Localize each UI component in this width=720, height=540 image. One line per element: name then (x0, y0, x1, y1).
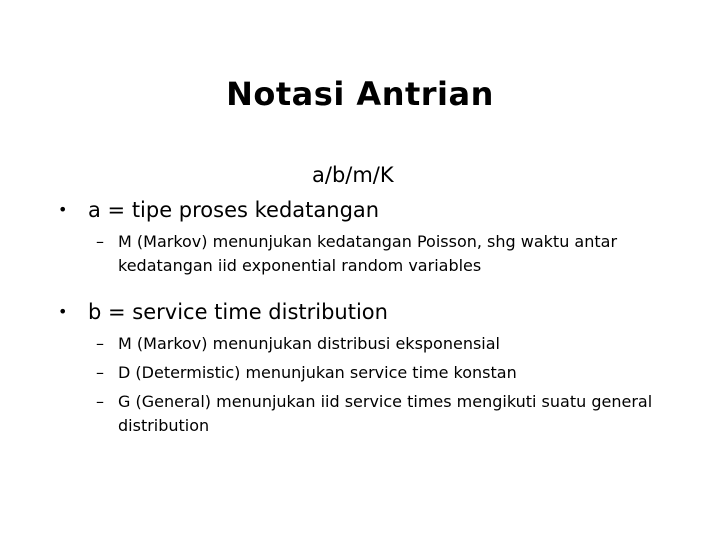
slide-title: Notasi Antrian (226, 75, 494, 113)
sub-text: M (Markov) menunjukan distribusi eksponensial (118, 334, 500, 353)
sub-text: M (Markov) menunjukan kedatangan Poisson, shg waktu antar kedatangan iid exponential random variables (118, 232, 618, 275)
sub-text: G (General) menunjukan iid service times mengikuti suatu general distribution (118, 392, 653, 435)
sub-item (96, 390, 676, 438)
sub-marker: – (96, 334, 104, 353)
sub-marker: – (96, 392, 104, 411)
bullet-text: a = tipe proses kedatangan (88, 198, 380, 222)
bullet-item-a (58, 195, 379, 225)
sub-item (96, 230, 676, 278)
bullet-text: b = service time distribution (88, 300, 388, 324)
bullet-item-b (58, 297, 388, 327)
sub-item (96, 361, 676, 385)
bullet-marker: • (58, 302, 68, 321)
sub-marker: – (96, 363, 104, 382)
bullet-marker: • (58, 200, 68, 219)
sub-text: D (Determistic) menunjukan service time konstan (118, 363, 517, 382)
sub-marker: – (96, 232, 104, 251)
queue-notation: a/b/m/K (312, 163, 394, 187)
sub-item (96, 332, 676, 356)
